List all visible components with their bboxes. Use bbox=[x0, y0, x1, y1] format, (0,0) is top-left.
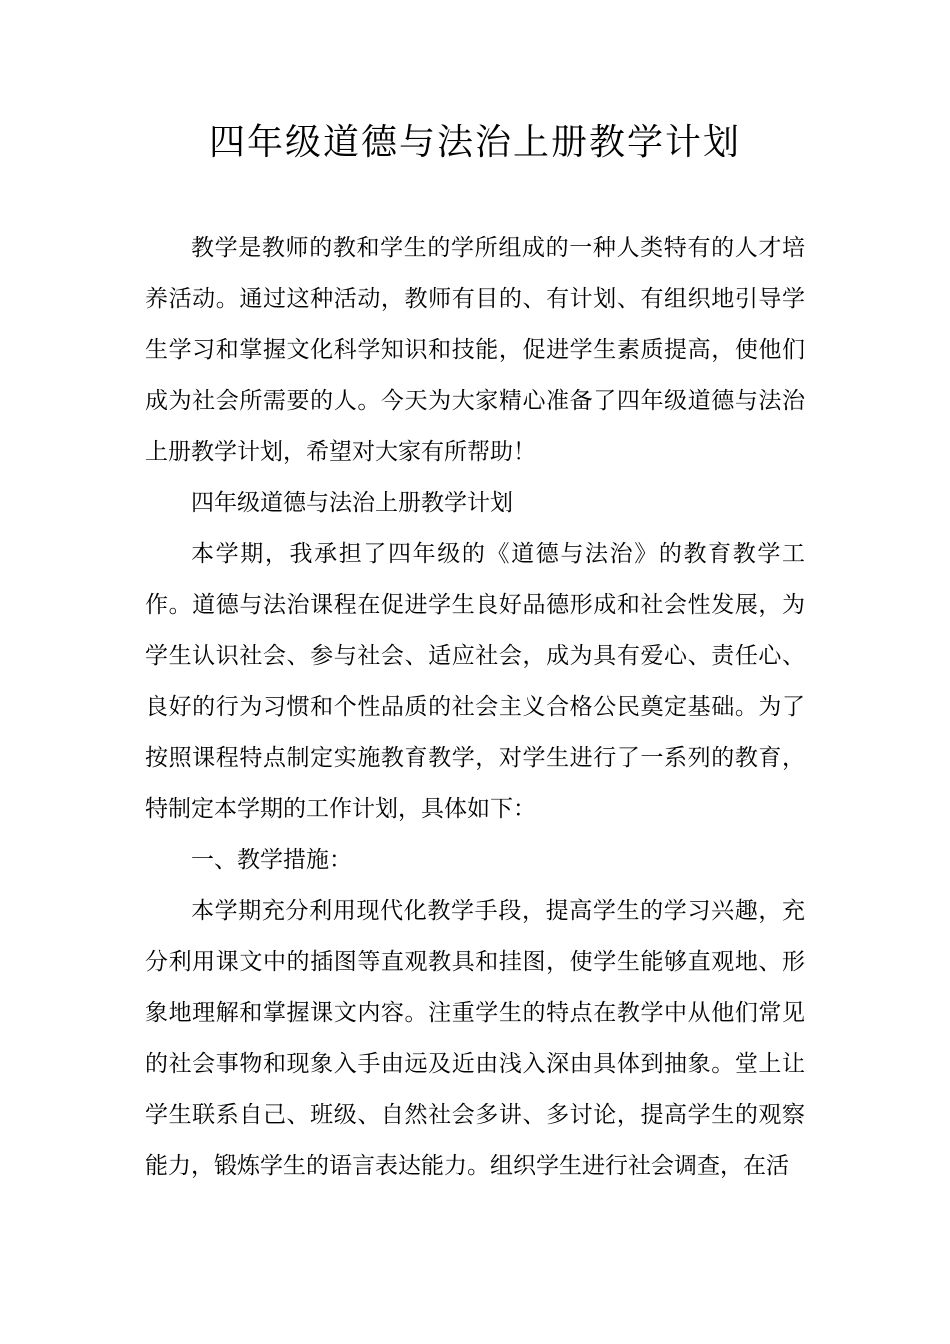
document-body bbox=[145, 223, 805, 1192]
paragraph-intro: 教学是教师的教和学生的学所组成的一种人类特有的人才培养活动。通过这种活动，教师有目的、有计划、有组织地引导学生学习和掌握文化科学知识和技能，促进学生素质提高，使他们成为社会所需要的人。今天为大家精心准备了四年级道德与法治上册教学计划，希望对大家有所帮助！ bbox=[145, 235, 805, 465]
paragraph-subtitle: 四年级道德与法治上册教学计划 bbox=[191, 490, 513, 516]
section-heading-teaching-measures: 一、教学措施： bbox=[191, 847, 352, 873]
document-title: 四年级道德与法治上册教学计划 bbox=[208, 122, 741, 163]
paragraph-overview: 本学期，我承担了四年级的《道德与法治》的教育教学工作。道德与法治课程在促进学生良好品德形成和社会性发展，为学生认识社会、参与社会、适应社会，成为具有爱心、责任心、良好的行为习惯和个性品质的社会主义合格公民奠定基础。为了按照课程特点制定实施教育教学，对学生进行了一系列的教育，特制定本学期的工作计划，具体如下： bbox=[145, 541, 805, 822]
paragraph-teaching-measures: 本学期充分利用现代化教学手段，提高学生的学习兴趣，充分利用课文中的插图等直观教具和挂图，使学生能够直观地、形象地理解和掌握课文内容。注重学生的特点在教学中从他们常见的社会事物和现象入手由远及近由浅入深由具体到抽象。堂上让学生联系自己、班级、自然社会多讲、多讨论，提高学生的观察能力，锻炼学生的语言表达能力。组织学生进行社会调查，在活 bbox=[145, 898, 805, 1179]
